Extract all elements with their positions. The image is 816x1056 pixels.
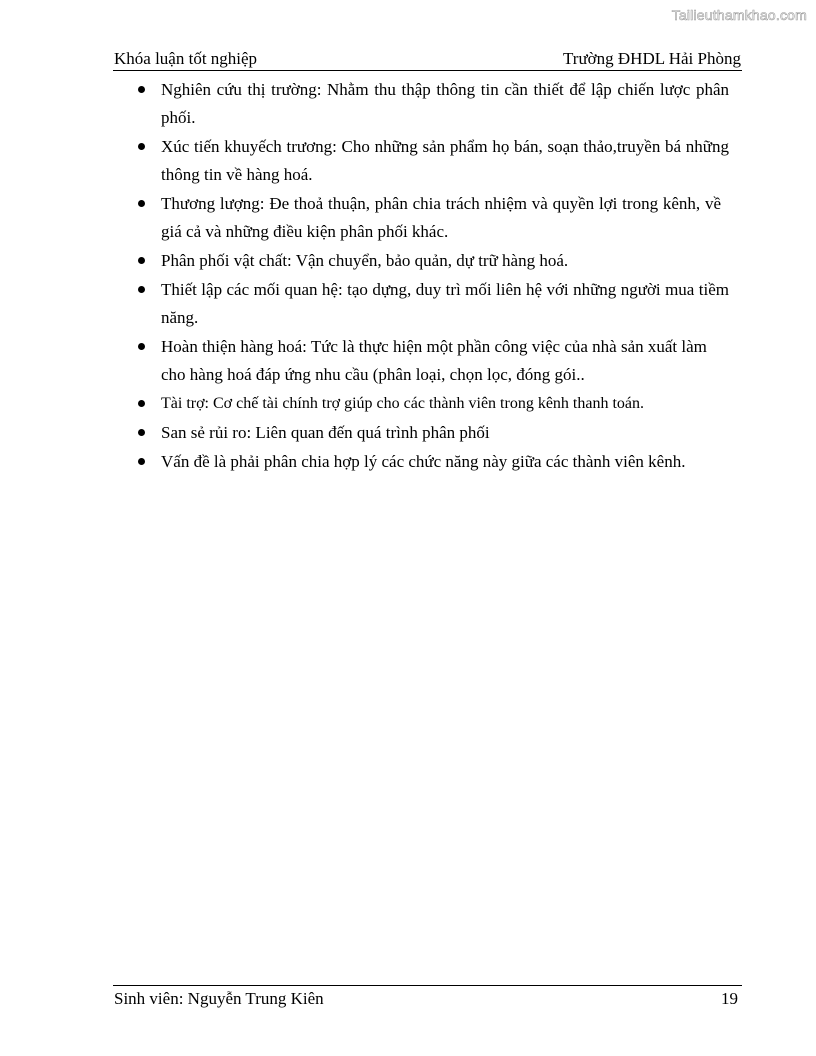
bullet-icon <box>138 343 145 350</box>
bullet-icon <box>138 200 145 207</box>
header-university: Trường ĐHDL Hải Phòng <box>563 49 741 68</box>
list-item <box>161 76 729 132</box>
watermark-text: Tailieuthamkhao.com <box>671 7 807 23</box>
list-item <box>161 333 729 389</box>
list-item-text: Phân phối vật chất: Vận chuyển, bảo quản, dự trữ hàng hoá. <box>161 251 569 270</box>
list-item-text: Thiết lập các mối quan hệ: tạo dựng, duy trì mối liên hệ với những người mua tiềm năng. <box>161 280 729 327</box>
header-thesis-title: Khóa luận tốt nghiệp <box>114 49 258 68</box>
bullet-icon <box>138 429 145 436</box>
bullet-icon <box>138 400 145 407</box>
bullet-list <box>161 76 741 476</box>
bullet-icon <box>138 143 145 150</box>
page-footer <box>113 985 742 1012</box>
list-item <box>161 133 729 189</box>
bullet-icon <box>138 257 145 264</box>
list-item-text: Vấn đề là phải phân chia hợp lý các chức năng này giữa các thành viên kênh. <box>161 452 686 471</box>
list-item-text: San sẻ rủi ro: Liên quan đến quá trình phân phối <box>161 423 490 442</box>
page-header <box>113 48 742 71</box>
bullet-icon <box>138 86 145 93</box>
list-item-text: Tài trợ: Cơ chế tài chính trợ giúp cho các thành viên trong kênh thanh toán. <box>161 395 645 412</box>
main-content <box>161 76 741 477</box>
page-number: 19 <box>721 989 738 1008</box>
bullet-icon <box>138 458 145 465</box>
list-item <box>161 390 741 418</box>
list-item-text: Thương lượng: Đe thoả thuận, phân chia trách nhiệm và quyền lợi trong kênh, về giá cả và những điều kiện phân phối khác. <box>161 194 721 241</box>
list-item <box>161 247 741 275</box>
bullet-icon <box>138 286 145 293</box>
list-item-text: Hoàn thiện hàng hoá: Tức là thực hiện một phần công việc của nhà sản xuất làm cho hàng hoá đáp ứng nhu cầu (phân loại, chọn lọc, đóng gói.. <box>161 337 707 384</box>
list-item-text: Nghiên cứu thị trường: Nhằm thu thập thông tin cần thiết để lập chiến lược phân phối. <box>161 80 729 127</box>
list-item <box>161 448 729 476</box>
list-item <box>161 419 741 447</box>
list-item <box>161 276 729 332</box>
footer-student-name: Sinh viên: Nguyễn Trung Kiên <box>114 989 324 1008</box>
list-item-text: Xúc tiến khuyếch trương: Cho những sản phẩm họ bán, soạn thảo,truyền bá những thông tin về hàng hoá. <box>161 137 729 184</box>
list-item <box>161 190 721 246</box>
